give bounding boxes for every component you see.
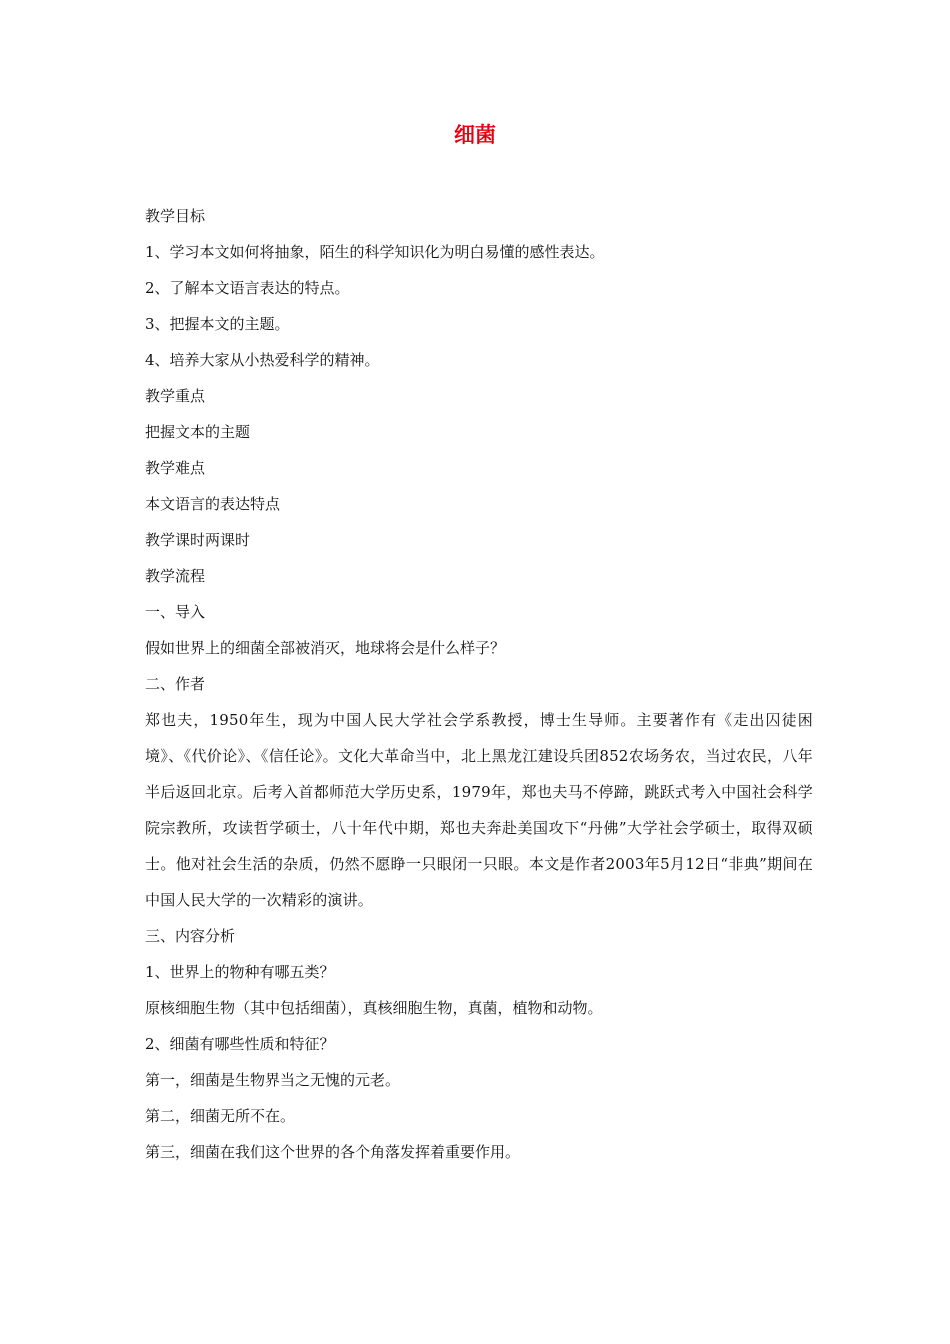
difficulty-text: 本文语言的表达特点 xyxy=(145,495,281,513)
section-analysis-heading: 三、内容分析 xyxy=(145,927,236,945)
goal-item-3: 3、把握本文的主题。 xyxy=(145,315,290,333)
goal-item-1: 1、学习本文如何将抽象，陌生的科学知识化为明白易懂的感性表达。 xyxy=(145,243,605,261)
heading-teaching-process: 教学流程 xyxy=(145,567,206,585)
key-point-text: 把握文本的主题 xyxy=(145,423,251,441)
heading-difficulty: 教学难点 xyxy=(145,459,206,477)
document-body xyxy=(145,198,813,1170)
analysis-answer-2-second: 第二，细菌无所不在。 xyxy=(145,1107,296,1125)
section-intro-heading: 一、导入 xyxy=(145,603,206,621)
section-author-heading: 二、作者 xyxy=(145,675,206,693)
author-paragraph: 郑也夫，1950年生，现为中国人民大学社会学系教授，博士生导师。主要著作有《走出囚徒困境》、《代价论》、《信任论》。文化大革命当中，北上黑龙江建设兵团852农场务农，当过农民，八年半后返回北京。后考入首都师范大学历史系，1979年，郑也夫马不停蹄，跳跃式考入中国社会科学院宗教所，攻读哲学硕士，八十年代中期，郑也夫奔赴美国攻下“丹佛”大学社会学硕士，取得双硕士。他对社会生活的杂质，仍然不愿睁一只眼闭一只眼。本文是作者2003年5月12日“非典”期间在中国人民大学的一次精彩的演讲。 xyxy=(145,711,813,909)
analysis-question-2: 2、细菌有哪些性质和特征？ xyxy=(145,1035,335,1053)
heading-teaching-goals: 教学目标 xyxy=(145,207,206,225)
analysis-answer-2-third: 第三，细菌在我们这个世界的各个角落发挥着重要作用。 xyxy=(145,1143,521,1161)
analysis-answer-1: 原核细胞生物（其中包括细菌），真核细胞生物，真菌，植物和动物。 xyxy=(145,999,603,1017)
class-hours-text: 教学课时两课时 xyxy=(145,531,251,549)
analysis-answer-2-first: 第一，细菌是生物界当之无愧的元老。 xyxy=(145,1071,401,1089)
goal-item-2: 2、了解本文语言表达的特点。 xyxy=(145,279,350,297)
document-title: 细菌 xyxy=(454,123,496,147)
analysis-question-1: 1、世界上的物种有哪五类？ xyxy=(145,963,335,981)
heading-key-point: 教学重点 xyxy=(145,387,206,405)
goal-item-4: 4、培养大家从小热爱科学的精神。 xyxy=(145,351,380,369)
intro-question: 假如世界上的细菌全部被消灭，地球将会是什么样子？ xyxy=(145,639,506,657)
